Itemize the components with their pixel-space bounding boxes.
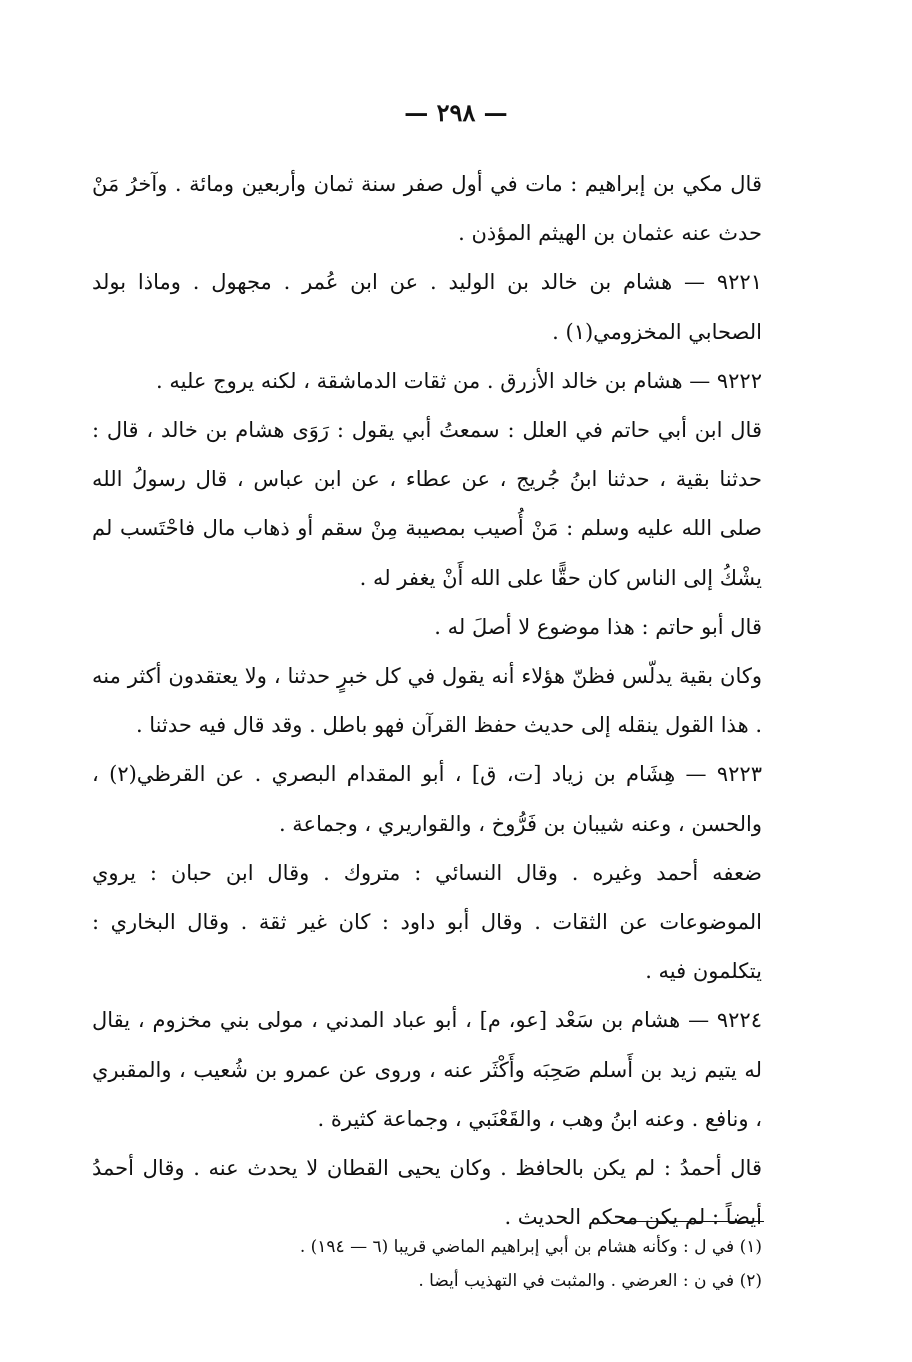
entry-9224: ٩٢٢٤ — هشام بن سَعْد [عو، م] ، أبو عباد المدني ، مولى بني مخزوم ، يقال له يتيم زيد بن أَسلم صَحِبَه وأَكْثَر عنه ، وروى عن عمرو بن شُعيب ، والمقبري ، ونافع . وعنه ابنُ وهب ، والقَعْنَبي ، وجماعة كثيرة . <box>92 1008 762 1131</box>
entry-9223: ٩٢٢٣ — هِشَام بن زياد [ت، ق] ، أبو المقدام البصري . عن القرظي(٢) ، والحسن ، وعنه شيبان بن فَرُّوخ ، والقواريري ، وجماعة . <box>92 762 762 836</box>
paragraph-makki-quote: قال مكي بن إبراهيم : مات في أول صفر سنة ثمان وأربعين ومائة . وآخرُ مَنْ حدث عنه عثمان بن الهيثم المؤذن . <box>92 172 762 246</box>
footnote-divider <box>620 1221 764 1222</box>
footnote-2: (٢) في ن : العرضي . والمثبت في التهذيب أيضا . <box>418 1271 762 1291</box>
entry-9221: ٩٢٢١ — هشام بن خالد بن الوليد . عن ابن عُمر . مجهول . وماذا بولد الصحابي المخزومي(١) . <box>92 270 762 344</box>
entry-9222: ٩٢٢٢ — هشام بن خالد الأزرق . من ثقات الدماشقة ، لكنه يروج عليه . <box>156 368 762 393</box>
footnote-1: (١) في ل : وكأنه هشام بن أبي إبراهيم الماضي قريبا (٦ — ١٩٤) . <box>299 1237 762 1257</box>
paragraph-ahmad: قال أحمدُ : لم يكن بالحافظ . وكان يحيى القطان لا يحدث عنه . وقال أحمدُ أيضاً : لم يكن محكم الحديث . <box>92 1156 762 1230</box>
main-text <box>92 160 762 1242</box>
paragraph-ibn-abi-hatim: قال ابن أبي حاتم في العلل : سمعتُ أبي يقول : رَوَى هشام بن خالد ، قال : حدثنا بقية ، حدثنا ابنُ جُريج ، عن عطاء ، عن ابن عباس ، قال رسولُ الله صلى الله عليه وسلم : مَنْ أُصيب بمصيبة مِنْ سقم أو ذهاب مال فاحْتَسب لم يشْكُ إلى الناس كان حقًّا على الله أَنْ يغفر له . <box>92 418 762 590</box>
paragraph-baqiyya: وكان بقية يدلّس فظنّ هؤلاء أنه يقول في كل خبرٍ حدثنا ، ولا يعتقدون أكثر منه . هذا القول ينقله إلى حديث حفظ القرآن فهو باطل . وقد قال فيه حدثنا . <box>92 664 762 738</box>
page-number: — ٢٩٨ — <box>404 98 508 127</box>
paragraph-daafahu: ضعفه أحمد وغيره . وقال النسائي : متروك . وقال ابن حبان : يروي الموضوعات عن الثقات . وقال أبو داود : كان غير ثقة . وقال البخاري : يتكلمون فيه . <box>92 860 762 984</box>
footnotes <box>150 1230 762 1298</box>
paragraph-abu-hatim: قال أبو حاتم : هذا موضوع لا أصلَ له . <box>434 614 762 639</box>
